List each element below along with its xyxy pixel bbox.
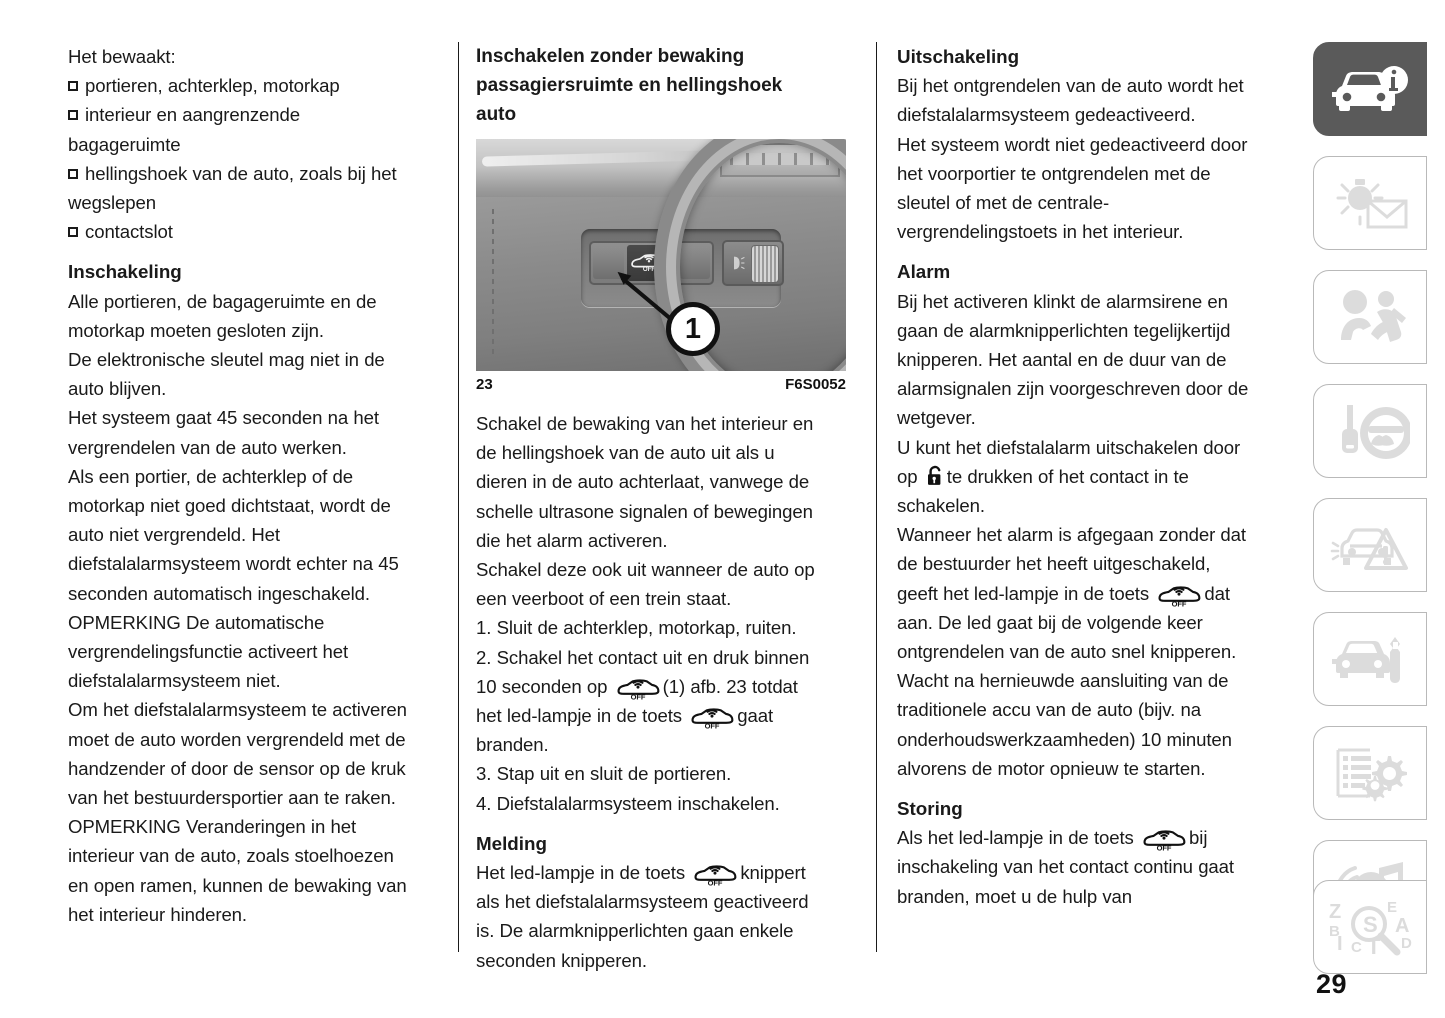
svg-text:D: D: [1401, 935, 1412, 952]
col1-paragraph: Het systeem gaat 45 seconden na het vergrendelen van de auto werken.: [68, 407, 379, 458]
figure-23: [476, 139, 846, 393]
unlock-padlock-icon: [926, 465, 944, 487]
heading-storing: Storing: [897, 798, 963, 820]
bullet-text: interieur en aangrenzende bagageruimte: [68, 104, 300, 155]
col2-step-1: 1. Sluit de achterklep, motorkap, ruiten.: [476, 617, 797, 639]
car-off-icon: [689, 706, 735, 729]
alarm-text-a: U kunt het diefstalalarm uitschakelen door op: [897, 436, 1241, 487]
storing-text-b: bij inschakeling van het contact continu gaat branden, moet u de hulp van: [897, 827, 1234, 907]
svg-text:C: C: [1351, 939, 1362, 956]
col3-paragraph: Het systeem wordt niet gedeactiveerd door het voorportier te ontgrendelen met de sleutel of met de centrale-vergrendelingstoets in het interieur.: [897, 133, 1248, 243]
lights-wipers-tab[interactable]: [1313, 156, 1427, 250]
col3-storing-paragraph: [897, 823, 1254, 911]
svg-text:T: T: [1367, 934, 1381, 958]
square-bullet-icon: [68, 110, 78, 120]
airbag-seatbelt-icon: [1331, 288, 1409, 346]
maintenance-tab[interactable]: [1313, 612, 1427, 706]
svg-text:I: I: [1337, 933, 1343, 955]
lamp-envelope-icon: [1330, 173, 1410, 233]
bullet-item: [68, 100, 414, 158]
col1-intro: Het bewaakt:: [68, 46, 176, 67]
col2-melding-paragraph: [476, 858, 827, 975]
bullet-text: portieren, achterklep, motorkap: [85, 75, 340, 97]
col2-paragraph: Schakel de bewaking van het interieur en de hellingshoek van de auto uit als u dieren in de auto achterlaat, vanwege de schelle ultrasone signalen of bewegingen die het alarm activeren.: [476, 413, 814, 551]
starting-driving-tab[interactable]: [1313, 384, 1427, 478]
car-front-info-icon: [1331, 62, 1409, 116]
specifications-tab[interactable]: [1313, 726, 1427, 820]
column-2: [434, 42, 849, 971]
svg-text:OFF: OFF: [1156, 843, 1172, 852]
bullet-item: [68, 71, 414, 100]
col1-paragraph: OPMERKING De automatische vergrendelingsfunctie activeert het diefstalalarmsysteem niet.: [68, 611, 349, 692]
step2-text-c: gaat branden.: [476, 705, 774, 756]
bullet-item: [68, 159, 414, 217]
car-info-tab[interactable]: [1313, 42, 1427, 136]
figure-number: 23: [476, 376, 493, 393]
melding-text-b: knippert als het diefstalalarmsysteem geactiveerd is. De alarmknipperlichten gaan enkele seconden knipperen.: [476, 862, 809, 971]
svg-text:B: B: [1329, 923, 1340, 940]
bullet-text: contactslot: [85, 221, 173, 243]
melding-text-a: Het led-lampje in de toets: [476, 862, 686, 884]
svg-text:OFF: OFF: [642, 265, 655, 272]
page-number: 29: [1315, 969, 1347, 999]
section-title-inschakelen-zonder-bewaking: Inschakelen zonder bewaking passagiersruimte en hellingshoek auto: [476, 46, 783, 125]
storing-text-a: Als het led-lampje in de toets: [897, 827, 1134, 849]
alarm-text-d: dat aan. De led gaat bij de volgende keer ontgrendelen van de auto snel knipperen.: [897, 582, 1237, 663]
step2-text-b: (1) afb. 23 totdat het led-lampje in de toets: [476, 675, 798, 727]
col1-paragraph: OPMERKING Veranderingen in het interieur van de auto, zoals stoelhoezen en open ramen, kunnen de bewaking van het interieur hinderen.: [68, 816, 407, 925]
callout-number: 1: [666, 302, 720, 356]
square-bullet-icon: [68, 81, 78, 91]
heading-uitschakeling: Uitschakeling: [897, 46, 1020, 67]
dashboard-seam: [492, 209, 494, 359]
col1-paragraph: Als een portier, de achterklep of de motorkap niet goed dichtstaat, wordt de auto niet vergrendeld. Het diefstalalarmsysteem wordt echter na 45 seconden automatisch ingeschakeld.: [68, 465, 399, 604]
svg-text:Z: Z: [1329, 901, 1342, 923]
column-1: [68, 42, 434, 952]
col3-paragraph-unlock: [897, 433, 1254, 521]
col2-paragraph: Schakel deze ook uit wanneer de auto op een veerboot of een trein staat.: [476, 559, 815, 610]
car-off-icon: [615, 677, 661, 700]
bullet-item: [68, 217, 414, 246]
alphabet-magnifier-icon: [1325, 896, 1415, 958]
heading-alarm: Alarm: [897, 261, 951, 283]
heading-melding: Melding: [476, 832, 547, 854]
col1-paragraph: De elektronische sleutel mag niet in de auto blijven.: [68, 349, 385, 400]
svg-text:OFF: OFF: [1171, 599, 1187, 607]
col1-bullet-list: [68, 71, 414, 246]
index-tab[interactable]: [1313, 880, 1427, 974]
alarm-text-b: te drukken of het contact in te schakelen.: [897, 465, 1189, 517]
car-off-icon: [1141, 828, 1187, 851]
col1-paragraph: Om het diefstalalarmsysteem te activeren moet de auto worden vergrendeld met de handzender of door de sensor op de kruk van het bestuurdersportier aan te raken.: [68, 699, 407, 809]
car-off-icon: [692, 863, 738, 886]
col2-step-4: 4. Diefstalalarmsysteem inschakelen.: [476, 792, 780, 814]
col3-paragraph-caroff: [897, 520, 1254, 666]
svg-text:S: S: [1363, 912, 1378, 937]
bullet-text: hellingshoek van de auto, zoals bij het wegslepen: [68, 162, 397, 214]
dashboard-photo: [476, 139, 846, 371]
svg-text:E: E: [1387, 899, 1398, 916]
alarm-text-c: Wanneer het alarm is afgegaan zonder dat de bestuurder het heeft uitgeschakeld, geeft het led-lampje in de toets: [897, 524, 1246, 604]
figure-caption: [476, 371, 846, 393]
col3-paragraph: Bij het activeren klinkt de alarmsirene en gaan de alarmknipperlichten tegelijkertijd knipperen. Het aantal en de duur van de alarmsignalen zijn voorgeschreven door de wetgever.: [897, 290, 1249, 429]
col3-paragraph: Bij het ontgrendelen van de auto wordt het diefstalalarmsysteem gedeactiveerd.: [897, 75, 1244, 126]
heading-inschakeling: Inschakeling: [68, 261, 182, 283]
column-3: [849, 42, 1264, 952]
svg-text:A: A: [1395, 915, 1410, 937]
col1-paragraph: Alle portieren, de bagageruimte en de motorkap moeten gesloten zijn.: [68, 290, 377, 341]
car-off-icon: [1156, 584, 1202, 607]
safety-tab[interactable]: [1313, 270, 1427, 364]
svg-text:OFF: OFF: [704, 721, 720, 730]
col2-step-3: 3. Stap uit en sluit de portieren.: [476, 763, 732, 785]
car-warning-triangle-icon: [1330, 516, 1410, 574]
svg-text:OFF: OFF: [630, 692, 645, 700]
svg-text:OFF: OFF: [707, 878, 723, 887]
col2-step-2: [476, 643, 827, 760]
page-columns: [68, 42, 1264, 971]
square-bullet-icon: [68, 227, 78, 237]
car-wrench-icon: [1330, 631, 1410, 687]
list-gears-icon: [1330, 744, 1410, 802]
figure-code: F6S0052: [785, 376, 846, 393]
square-bullet-icon: [68, 169, 78, 179]
emergency-tab[interactable]: [1313, 498, 1427, 592]
step2-text-a: 2. Schakel het contact uit en druk binnen 10 seconden op: [476, 646, 810, 697]
chapter-tab-rail: [1305, 42, 1435, 958]
key-steering-wheel-icon: [1330, 401, 1410, 461]
col3-paragraph: Wacht na hernieuwde aansluiting van de traditionele accu van de auto (bijv. na onderhoudswerkzaamheden) 10 minuten alvorens de motor opnieuw te starten.: [897, 670, 1232, 779]
